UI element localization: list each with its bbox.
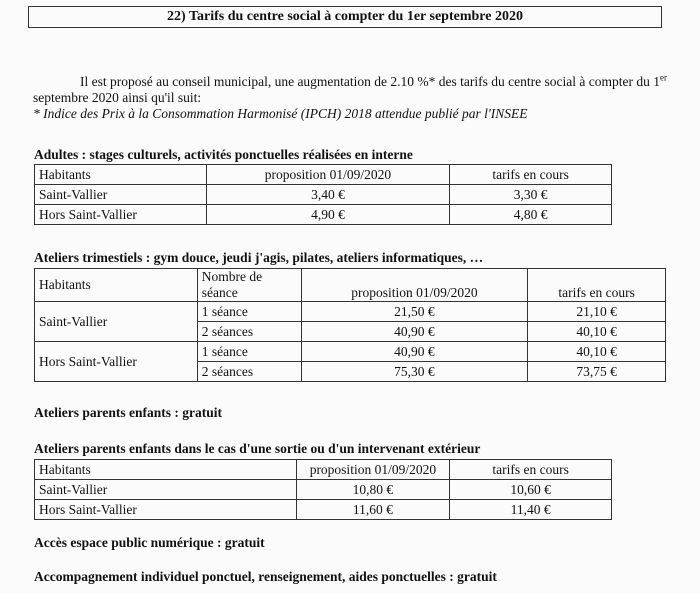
- table-cell: 73,75 €: [528, 362, 666, 382]
- header-cell: Nombre de séance: [197, 269, 301, 302]
- table-cell: Saint-Vallier: [35, 185, 207, 205]
- table-cell: 10,80 €: [296, 480, 450, 500]
- header-cell: proposition 01/09/2020: [206, 165, 450, 185]
- header-cell: Habitants: [35, 165, 207, 185]
- table-cell: 2 séances: [197, 362, 301, 382]
- parents-outing-table: [34, 459, 612, 520]
- table-header-row: [35, 165, 612, 185]
- table-cell: 1 séance: [197, 302, 301, 322]
- table-row: [35, 205, 612, 225]
- intro-text-1: Il est proposé au conseil municipal, une augmentation de 2.10 %* des tarifs du centre social à compter du 1: [80, 74, 660, 89]
- table-header-row: [35, 269, 666, 302]
- support-text: Accompagnement individuel ponctuel, renseignement, aides ponctuelles : gratuit: [34, 569, 497, 584]
- table-cell: 11,60 €: [296, 500, 450, 520]
- table-cell: 2 séances: [197, 322, 301, 342]
- table-cell: 4,80 €: [450, 205, 612, 225]
- table-cell: 40,90 €: [301, 322, 528, 342]
- table-row: [35, 302, 666, 322]
- table-row: [35, 500, 612, 520]
- table-cell: 1 séance: [197, 342, 301, 362]
- header-cell: tarifs en cours: [450, 165, 612, 185]
- table-cell: 3,40 €: [206, 185, 450, 205]
- table-row: [35, 185, 612, 205]
- table-cell: Hors Saint-Vallier: [35, 500, 297, 520]
- ateliers-heading: Ateliers trimestiels : gym douce, jeudi j'agis, pilates, ateliers informatiques, …: [34, 250, 484, 265]
- header-cell: tarifs en cours: [528, 269, 666, 302]
- parents-outing-heading: Ateliers parents enfants dans le cas d'une sortie ou d'un intervenant extérieur: [34, 441, 481, 456]
- section-title: 22) Tarifs du centre social à compter du 1er septembre 2020: [28, 6, 662, 28]
- header-cell: proposition 01/09/2020: [301, 269, 528, 302]
- table-row: [35, 342, 666, 362]
- group-cell: Hors Saint-Vallier: [35, 342, 198, 382]
- table-cell: 75,30 €: [301, 362, 528, 382]
- header-cell: tarifs en cours: [450, 460, 612, 480]
- table-cell: 4,90 €: [206, 205, 450, 225]
- table-cell: 3,30 €: [450, 185, 612, 205]
- public-access-text: Accès espace public numérique : gratuit: [34, 535, 265, 550]
- table-cell: Saint-Vallier: [35, 480, 297, 500]
- table-cell: 40,10 €: [528, 322, 666, 342]
- group-cell: Saint-Vallier: [35, 302, 198, 342]
- parents-free-text: Ateliers parents enfants : gratuit: [34, 405, 222, 420]
- intro-superscript: er: [659, 72, 667, 83]
- table-cell: 10,60 €: [450, 480, 612, 500]
- ateliers-table: [34, 268, 666, 382]
- header-cell: Habitants: [35, 460, 297, 480]
- table-row: [35, 480, 612, 500]
- table-cell: 21,50 €: [301, 302, 528, 322]
- intro-footnote: * Indice des Prix à la Consommation Harmonisé (IPCH) 2018 attendue publié par l'INSEE: [33, 106, 528, 121]
- table-cell: 40,90 €: [301, 342, 528, 362]
- table-cell: 40,10 €: [528, 342, 666, 362]
- intro-text-2: septembre 2020 ainsi qu'il suit:: [33, 90, 202, 105]
- table-header-row: [35, 460, 612, 480]
- table-cell: 11,40 €: [450, 500, 612, 520]
- adults-heading: Adultes : stages culturels, activités ponctuelles réalisées en interne: [34, 147, 413, 162]
- table-cell: Hors Saint-Vallier: [35, 205, 207, 225]
- header-cell: Habitants: [35, 269, 198, 302]
- header-cell: proposition 01/09/2020: [296, 460, 450, 480]
- table-cell: 21,10 €: [528, 302, 666, 322]
- intro-paragraph: [33, 74, 673, 122]
- adults-table: [34, 164, 612, 225]
